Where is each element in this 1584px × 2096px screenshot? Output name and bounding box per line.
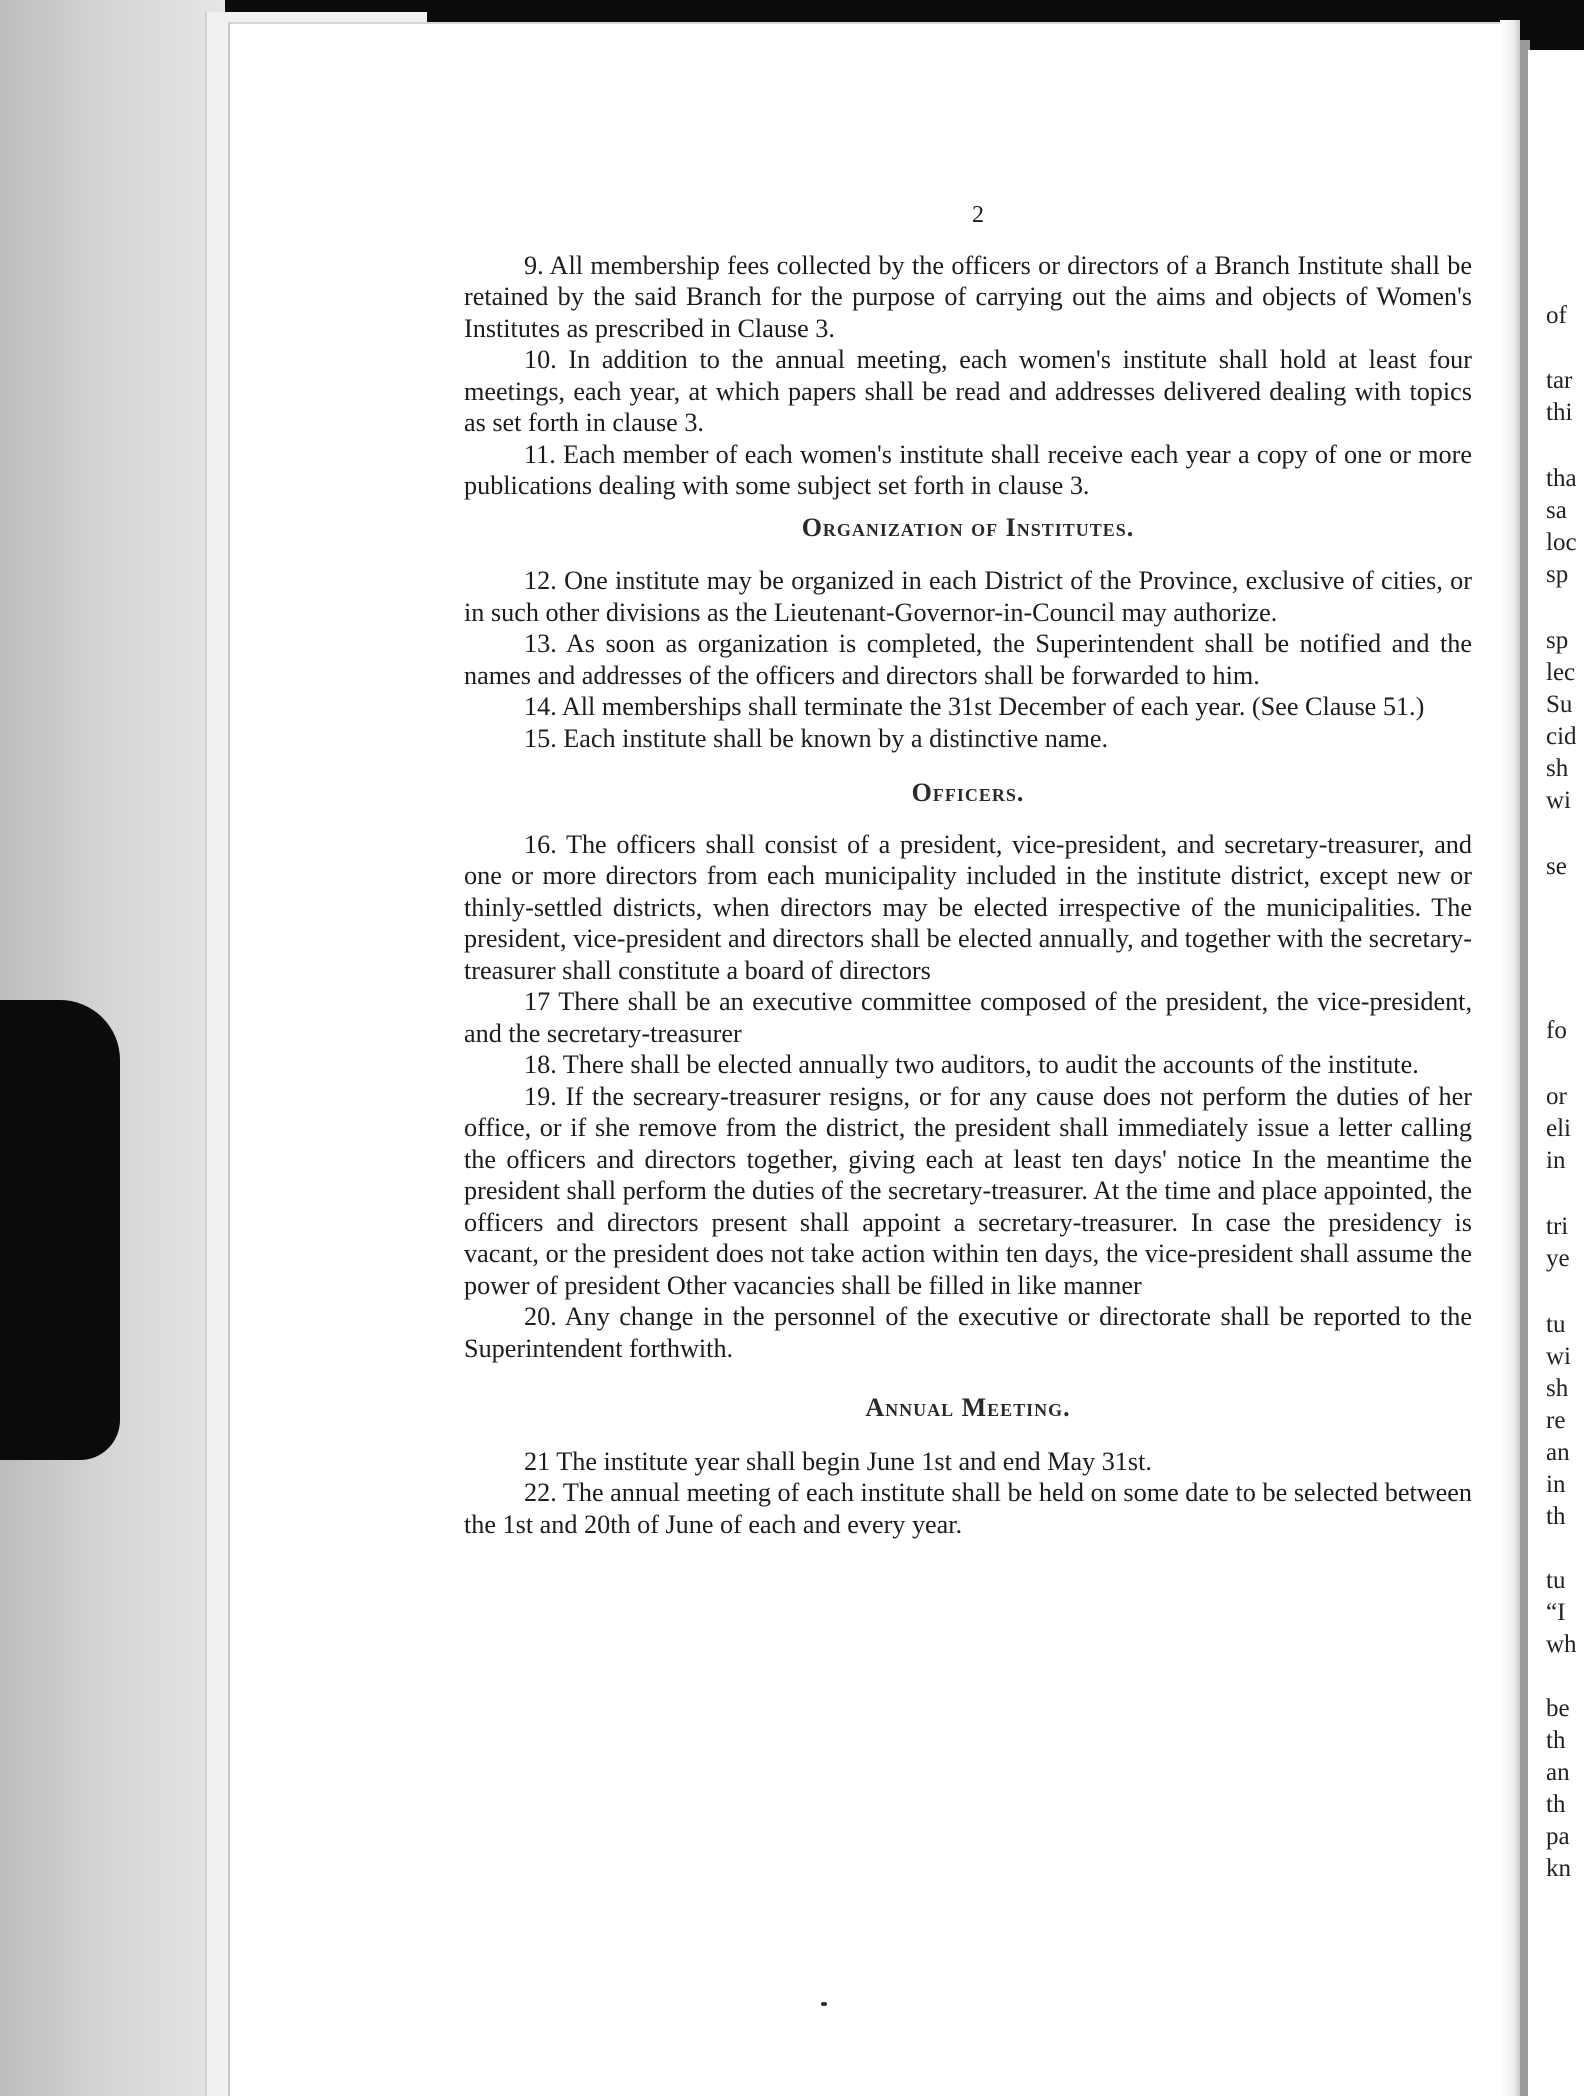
facing-page-fragment: fo xyxy=(1546,1017,1567,1044)
clause-11: 11. Each member of each women's institute shall receive each year a copy of one or more publications dealing with some subject set forth in clause 3. xyxy=(464,439,1472,500)
facing-page-fragment: lec xyxy=(1546,659,1576,686)
facing-page-fragment: in xyxy=(1546,1471,1566,1498)
facing-page-fragment: be xyxy=(1546,1695,1570,1722)
facing-page-fragment: re xyxy=(1546,1407,1566,1434)
facing-page-fragment: th xyxy=(1546,1727,1566,1754)
facing-page-fragment: wh xyxy=(1546,1631,1577,1658)
facing-page-fragment: wi xyxy=(1546,787,1571,814)
facing-page-text-fragments xyxy=(1546,300,1584,1900)
facing-page-fragment: wi xyxy=(1546,1343,1571,1370)
facing-page-fragment: in xyxy=(1546,1147,1566,1174)
clause-15: 15. Each institute shall be known by a distinctive name. xyxy=(524,723,1109,753)
facing-page-fragment: sh xyxy=(1546,1375,1569,1402)
facing-page-fragment: eli xyxy=(1546,1115,1571,1142)
facing-page-fragment: tu xyxy=(1546,1567,1566,1594)
clause-17: 17 There shall be an executive committee composed of the president, the vice-president, and the secretary-treasurer xyxy=(464,987,1472,1048)
clause-12: 12. One institute may be organized in each District of the Province, exclusive of cities, or in such other divisions as the Lieutenant-Governor-in-Council may authorize. xyxy=(464,566,1472,627)
facing-page-fragment: th xyxy=(1546,1791,1566,1818)
facing-page-fragment: sh xyxy=(1546,755,1569,782)
clause-9: 9. All membership fees collected by the officers or directors of a Branch Institute shall be retained by the said Branch for the purpose of carrying out the aims and objects of Women's Institutes as prescribed in Clause 3. xyxy=(464,250,1472,343)
heading-organization: Organization of Institutes. xyxy=(801,512,1135,542)
facing-page-fragment: of xyxy=(1546,302,1567,329)
page-number: 2 xyxy=(972,202,984,228)
facing-page-fragment: tha xyxy=(1546,465,1577,492)
facing-page-fragment: tu xyxy=(1546,1311,1566,1338)
heading-officers: Officers. xyxy=(911,778,1025,807)
page-text xyxy=(464,200,1472,1540)
facing-page-fragment: or xyxy=(1546,1083,1567,1110)
clause-13: 13. As soon as organization is completed, the Superintendent shall be notified and the names and addresses of the officers and directors shall be forwarded to him. xyxy=(464,629,1472,690)
facing-page-fragment: sp xyxy=(1546,627,1569,654)
facing-page-fragment: se xyxy=(1546,853,1567,880)
facing-page-fragment: th xyxy=(1546,1503,1566,1530)
facing-page-fragment: pa xyxy=(1546,1823,1570,1850)
facing-page-fragment: Su xyxy=(1546,691,1573,718)
ink-speck xyxy=(821,2002,827,2006)
clause-22: 22. The annual meeting of each institute shall be held on some date to be selected between the 1st and 20th of June of each and every year. xyxy=(464,1478,1472,1539)
facing-page-fragment: tar xyxy=(1546,367,1573,394)
facing-page-fragment: ye xyxy=(1546,1245,1570,1272)
heading-annual-meeting: Annual Meeting. xyxy=(865,1393,1071,1422)
clause-16: 16. The officers shall consist of a president, vice-president, and secretary-treasurer, and one or more directors from each municipality included in the institute district, except new or thinly-settled districts, when directors may be elected irrespective of the municipalities. The president, vice-president and directors shall be elected annually, and together with the secretary-treasurer shall constitute a board of directors xyxy=(464,829,1472,985)
facing-page-fragment: thi xyxy=(1546,399,1573,426)
page-gutter-shadow xyxy=(1500,20,1520,2096)
facing-page-fragment: loc xyxy=(1546,529,1577,556)
clause-10: 10. In addition to the annual meeting, each women's institute shall hold at least four meetings, each year, at which papers shall be read and addresses delivered dealing with topics as set forth in clause 3. xyxy=(464,345,1472,437)
clause-14: 14. All memberships shall terminate the 31st December of each year. (See Clause 51.) xyxy=(524,692,1425,721)
clause-19: 19. If the secreary-treasurer resigns, or for any cause does not perform the duties of her office, or if she remove from the district, the president shall immediately issue a letter calling the officers and directors together, giving each at least ten days' notice In the meantime the president shall perform the duties of the secretary-treasurer. At the time and place appointed, the officers and directors present shall appoint a secretary-treasurer. In case the presidency is vacant, or the president does not take action within ten days, the vice-president shall assume the power of president Other vacancies shall be filled in like manner xyxy=(464,1081,1472,1300)
facing-page-fragment: kn xyxy=(1546,1855,1571,1882)
facing-page-fragment: sa xyxy=(1546,497,1567,524)
clause-21: 21 The institute year shall begin June 1st and end May 31st. xyxy=(524,1446,1152,1476)
facing-page-fragment: an xyxy=(1546,1439,1570,1466)
clause-20: 20. Any change in the personnel of the executive or directorate shall be reported to the Superintendent forthwith. xyxy=(464,1302,1472,1363)
facing-page-fragment: cid xyxy=(1546,723,1577,750)
facing-page-fragment: tri xyxy=(1546,1213,1569,1240)
facing-page-fragment: an xyxy=(1546,1759,1570,1786)
facing-page-fragment: “I xyxy=(1546,1599,1566,1626)
binding-shadow xyxy=(0,1000,120,1460)
facing-page-fragment: sp xyxy=(1546,561,1569,588)
clause-18: 18. There shall be elected annually two auditors, to audit the accounts of the institute. xyxy=(524,1050,1419,1079)
